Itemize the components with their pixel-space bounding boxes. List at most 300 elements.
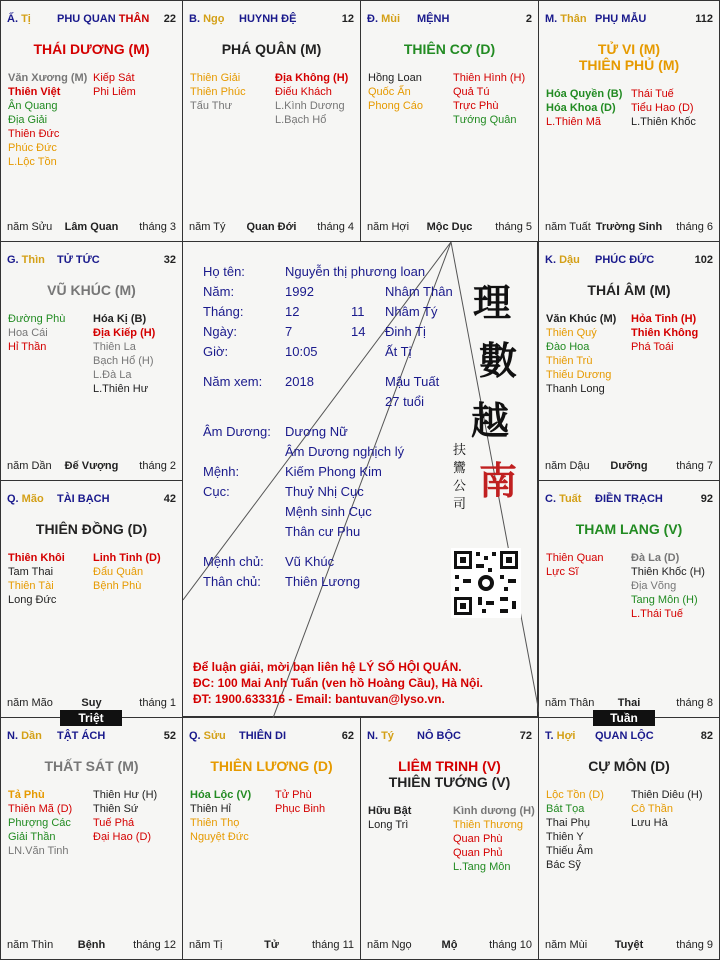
palace-position-branch: Sửu bbox=[203, 730, 226, 742]
star-item: Cô Thần bbox=[631, 803, 673, 815]
star-item: Tiểu Hao (D) bbox=[631, 102, 694, 114]
star-item: Phượng Các bbox=[8, 817, 71, 829]
star-item: Hồng Loan bbox=[368, 72, 422, 84]
main-star: THAM LANG (V) bbox=[575, 521, 683, 537]
main-star: THẤT SÁT (M) bbox=[44, 758, 139, 774]
star-item: LN.Văn Tinh bbox=[8, 845, 69, 857]
palace-year: năm Tị bbox=[189, 939, 223, 951]
palace-position bbox=[545, 730, 575, 742]
palace-name bbox=[595, 730, 654, 742]
star-item: Thiên Phúc bbox=[190, 86, 246, 98]
minor-stars-left bbox=[368, 71, 423, 113]
star-item: Ân Quang bbox=[8, 100, 58, 112]
value-thang-am: 11 bbox=[351, 304, 365, 319]
palace-position-branch: Dần bbox=[21, 730, 42, 742]
palace-footer bbox=[7, 460, 176, 474]
palace-position-prefix: M. bbox=[545, 13, 561, 25]
palace-position-branch: Tị bbox=[21, 13, 31, 25]
palace-year: năm Dần bbox=[7, 460, 52, 472]
label-menh-chu: Mệnh chủ: bbox=[203, 554, 264, 569]
value-am-duong: Dương Nữ bbox=[285, 424, 348, 439]
minor-stars-left bbox=[190, 788, 251, 844]
star-item: L.Lộc Tồn bbox=[8, 156, 57, 168]
palace-position-prefix: Q. bbox=[189, 730, 204, 742]
palace-stage: Mộc Dục bbox=[426, 221, 473, 233]
palace-header bbox=[7, 730, 176, 744]
value-ngay: 7 bbox=[285, 324, 293, 339]
label-than-chu: Thân chủ: bbox=[203, 574, 261, 589]
minor-stars-left bbox=[546, 551, 603, 579]
star-item: Đường Phù bbox=[8, 313, 66, 325]
star-item: Lưu Hà bbox=[631, 817, 668, 829]
label-nam-xem: Năm xem: bbox=[203, 374, 263, 389]
palace-stage: Lâm Quan bbox=[64, 221, 119, 233]
star-item: Thiên Khốc (H) bbox=[631, 566, 705, 578]
star-item: Tang Môn (H) bbox=[631, 594, 698, 606]
palace-position-prefix: Đ. bbox=[367, 13, 382, 25]
label-menh: Mệnh: bbox=[203, 464, 240, 479]
palace-age-number: 62 bbox=[341, 730, 354, 742]
star-item: Linh Tinh (D) bbox=[93, 552, 161, 564]
star-item: L.Bạch Hổ bbox=[275, 114, 327, 126]
palace-name-text: TÀI BẠCH bbox=[57, 493, 110, 505]
palace-stage: Thai bbox=[617, 697, 641, 709]
palace-name bbox=[57, 13, 149, 25]
star-item: Hóa Lộc (V) bbox=[190, 789, 252, 801]
value-thang-can: Nhâm Tý bbox=[385, 304, 438, 319]
star-item: Đà La (D) bbox=[631, 552, 680, 564]
star-item: Văn Xương (M) bbox=[8, 72, 88, 84]
palace-year: năm Thân bbox=[545, 697, 595, 709]
palace-tuat[interactable] bbox=[538, 480, 720, 718]
palace-position bbox=[189, 730, 226, 742]
palace-position-branch: Ngọ bbox=[203, 13, 225, 25]
palace-position bbox=[7, 730, 42, 742]
main-star: CỰ MÔN (D) bbox=[588, 758, 670, 774]
palace-position-prefix: Ấ. bbox=[7, 13, 22, 25]
calligraphy-char-3: 越 bbox=[471, 398, 510, 443]
palace-footer bbox=[7, 697, 176, 711]
star-item: Thái Tuế bbox=[631, 88, 674, 100]
star-item: Lộc Tồn (D) bbox=[546, 789, 604, 801]
palace-footer bbox=[545, 939, 713, 953]
palace-header bbox=[7, 13, 176, 27]
value-ho-ten: Nguyễn thị phương loan bbox=[285, 264, 426, 279]
palace-year: năm Mão bbox=[7, 697, 53, 709]
palace-name-text: TỬ TỨC bbox=[57, 254, 100, 266]
palace-month: tháng 7 bbox=[676, 460, 713, 472]
palace-position bbox=[367, 730, 394, 742]
label-am-duong: Âm Dương: bbox=[203, 424, 271, 439]
palace-age-number: 32 bbox=[163, 254, 176, 266]
star-item: Hóa Kị (B) bbox=[93, 313, 147, 325]
palace-ty[interactable] bbox=[0, 0, 183, 242]
palace-position-branch: Tuất bbox=[559, 493, 582, 505]
palace-age-number: 112 bbox=[695, 13, 713, 25]
than-marker: THÂN bbox=[115, 13, 150, 25]
star-item: Thiên Hình (H) bbox=[453, 72, 526, 84]
minor-stars-left bbox=[546, 87, 622, 129]
palace-month: tháng 9 bbox=[676, 939, 713, 951]
main-star: TỬ VI (M) bbox=[597, 41, 661, 57]
palace-header bbox=[367, 730, 532, 744]
star-item: Trực Phù bbox=[453, 100, 499, 112]
palace-header bbox=[545, 493, 713, 507]
star-item: L.Thiên Hư bbox=[93, 383, 149, 395]
star-item: Phi Liêm bbox=[93, 86, 136, 98]
star-item: Hỏa Tinh (H) bbox=[631, 313, 697, 325]
palace-age-number: 72 bbox=[519, 730, 532, 742]
palace-year: năm Dậu bbox=[545, 460, 590, 472]
palace-position bbox=[545, 493, 581, 505]
palace-position-prefix: C. bbox=[545, 493, 560, 505]
star-item: Hóa Quyền (B) bbox=[546, 88, 623, 100]
palace-age-number: 82 bbox=[700, 730, 713, 742]
star-item: Kình dương (H) bbox=[453, 805, 535, 817]
palace-footer bbox=[545, 221, 713, 235]
palace-year: năm Tuất bbox=[545, 221, 591, 233]
palace-than[interactable] bbox=[538, 0, 720, 242]
star-item: Địa Giải bbox=[8, 114, 48, 126]
star-item: Hoa Cái bbox=[8, 327, 48, 339]
star-item: Thiên Quan bbox=[546, 552, 604, 564]
star-item: Phúc Đức bbox=[8, 142, 57, 154]
palace-month: tháng 12 bbox=[133, 939, 176, 951]
palace-thin[interactable] bbox=[0, 241, 183, 481]
palace-month: tháng 2 bbox=[139, 460, 176, 472]
palace-name bbox=[417, 730, 461, 742]
star-item: L.Kình Dương bbox=[275, 100, 345, 112]
palace-mao[interactable] bbox=[0, 480, 183, 718]
label-ho-ten: Họ tên: bbox=[203, 264, 245, 279]
main-star: THIÊN TƯỚNG (V) bbox=[388, 774, 511, 790]
value-gio: 10:05 bbox=[285, 344, 318, 359]
label-gio: Giờ: bbox=[203, 344, 229, 359]
palace-ti[interactable] bbox=[360, 717, 539, 960]
star-item: Điếu Khách bbox=[275, 86, 332, 98]
palace-name bbox=[239, 13, 296, 25]
palace-age-number: 2 bbox=[525, 13, 532, 25]
palace-name bbox=[57, 730, 105, 742]
palace-ngo[interactable] bbox=[182, 0, 361, 242]
palace-position bbox=[7, 493, 44, 505]
palace-name-text: PHU QUAN bbox=[57, 13, 116, 25]
palace-suu[interactable] bbox=[182, 717, 361, 960]
palace-year: năm Tý bbox=[189, 221, 226, 233]
palace-year: năm Hợi bbox=[367, 221, 410, 233]
palace-header bbox=[545, 730, 713, 744]
palace-year: năm Mùi bbox=[545, 939, 588, 951]
star-item: Phá Toái bbox=[631, 341, 674, 353]
star-item: Thiên Tài bbox=[8, 580, 54, 592]
star-item: Thiên Thọ bbox=[190, 817, 240, 829]
palace-name bbox=[57, 254, 100, 266]
star-item: Quan Phù bbox=[453, 833, 503, 845]
star-item: Tam Thai bbox=[8, 566, 54, 578]
palace-footer bbox=[7, 939, 176, 953]
palace-footer bbox=[545, 697, 713, 711]
star-item: Hỉ Thần bbox=[8, 341, 47, 353]
star-item: Thiên Mã (D) bbox=[8, 803, 73, 815]
palace-footer bbox=[367, 221, 532, 235]
palace-footer bbox=[189, 221, 354, 235]
main-star: THIÊN ĐỒNG (D) bbox=[35, 521, 148, 537]
palace-age-number: 22 bbox=[163, 13, 176, 25]
minor-stars-right bbox=[93, 71, 136, 99]
star-item: Quan Phủ bbox=[453, 847, 503, 859]
value-ngay-can: Đinh Tị bbox=[385, 324, 426, 339]
palace-name-text: PHÚC ĐỨC bbox=[595, 254, 655, 266]
star-item: Thai Phụ bbox=[546, 817, 591, 829]
palace-position-prefix: Q. bbox=[7, 493, 22, 505]
palace-position-branch: Mão bbox=[21, 493, 44, 505]
palace-position-branch: Mùi bbox=[381, 13, 401, 25]
palace-month: tháng 4 bbox=[317, 221, 354, 233]
star-item: Thiên Khôi bbox=[8, 552, 65, 564]
minor-stars-right bbox=[453, 71, 525, 127]
star-item: Đẩu Quân bbox=[93, 566, 144, 578]
value-menh: Kiếm Phong Kim bbox=[285, 464, 382, 479]
main-star: PHÁ QUÂN (M) bbox=[221, 41, 322, 57]
palace-position-prefix: T. bbox=[545, 730, 557, 742]
value-thang: 12 bbox=[285, 304, 300, 319]
value-tuoi: 27 tuổi bbox=[385, 394, 425, 409]
contact-line-3: ĐT: 1900.633316 - Email: bantuvan@lyso.vn. bbox=[193, 692, 445, 706]
palace-header bbox=[7, 254, 176, 268]
star-item: Quả Tú bbox=[453, 86, 490, 98]
palace-header bbox=[545, 254, 713, 268]
palace-month: tháng 8 bbox=[676, 697, 713, 709]
star-item: Kiếp Sát bbox=[93, 72, 135, 84]
star-item: Địa Không (H) bbox=[275, 72, 349, 84]
minor-stars-right bbox=[93, 788, 157, 844]
star-item: Thiếu Âm bbox=[546, 845, 594, 857]
palace-name-text: PHỤ MẪU bbox=[595, 13, 647, 25]
star-item: Thiên Giải bbox=[190, 72, 241, 84]
star-item: L.Thiên Khốc bbox=[631, 116, 696, 128]
palace-name bbox=[417, 13, 449, 25]
star-item: Hữu Bật bbox=[368, 805, 412, 817]
star-item: Long Đức bbox=[8, 594, 57, 606]
star-item: Thiên Diêu (H) bbox=[631, 789, 703, 801]
palace-position bbox=[7, 13, 31, 25]
star-item: Thiên Việt bbox=[8, 86, 61, 98]
calligraphy-char-2: 數 bbox=[479, 338, 518, 383]
palace-year: năm Thìn bbox=[7, 939, 54, 951]
star-item: Thiên Đức bbox=[8, 128, 60, 140]
palace-month: tháng 6 bbox=[676, 221, 713, 233]
star-item: Đào Hoa bbox=[546, 341, 590, 353]
palace-name-text: HUYNH ĐỆ bbox=[239, 13, 297, 25]
star-item: L.Thái Tuế bbox=[631, 608, 683, 620]
palace-stage: Suy bbox=[81, 697, 102, 709]
palace-footer bbox=[7, 221, 176, 235]
palace-stage: Bệnh bbox=[77, 939, 106, 951]
star-item: Thiên Không bbox=[631, 327, 699, 339]
value-am-duong-2: Âm Dương nghịch lý bbox=[285, 444, 405, 459]
value-ngay-am: 14 bbox=[351, 324, 366, 339]
minor-stars-left bbox=[8, 551, 65, 607]
main-star: THIÊN LƯƠNG (D) bbox=[210, 758, 333, 774]
minor-stars-right bbox=[93, 312, 155, 396]
star-item: Quốc Ấn bbox=[368, 86, 411, 98]
minor-stars-left bbox=[368, 804, 411, 832]
value-cuc: Thuỷ Nhị Cục bbox=[285, 484, 364, 499]
star-item: Bệnh Phù bbox=[93, 580, 142, 592]
palace-stage: Trường Sinh bbox=[595, 221, 663, 233]
tuan-tag: Tuần bbox=[593, 710, 655, 726]
palace-position-prefix: K. bbox=[545, 254, 560, 266]
palace-age-number: 12 bbox=[341, 13, 354, 25]
value-nam-can: Nhâm Thân bbox=[385, 284, 453, 299]
palace-age-number: 52 bbox=[163, 730, 176, 742]
star-item: L.Thiên Mã bbox=[546, 116, 602, 128]
star-item: Long Trì bbox=[368, 819, 409, 831]
palace-stage: Tử bbox=[264, 939, 279, 951]
star-item: L.Đà La bbox=[93, 369, 132, 381]
main-star: VŨ KHÚC (M) bbox=[47, 282, 136, 298]
palace-hoi[interactable] bbox=[538, 717, 720, 960]
palace-position bbox=[545, 13, 587, 25]
palace-position-branch: Tý bbox=[381, 730, 394, 742]
minor-stars-left bbox=[546, 788, 604, 872]
palace-stage: Dưỡng bbox=[610, 460, 648, 472]
star-item: Thiếu Dương bbox=[546, 369, 612, 381]
palace-mui[interactable] bbox=[360, 0, 539, 242]
minor-stars-left bbox=[8, 788, 72, 858]
palace-header bbox=[545, 13, 713, 27]
star-item: Bạch Hổ (H) bbox=[93, 355, 154, 367]
star-item: Nguyệt Đức bbox=[190, 831, 249, 843]
contact-line-1: Để luận giải, mời bạn liên hệ LÝ SỐ HỘI QUÁN. bbox=[193, 660, 462, 674]
palace-footer bbox=[367, 939, 532, 953]
palace-name-text: TẬT ÁCH bbox=[57, 730, 106, 742]
main-star: THÁI DƯƠNG (M) bbox=[33, 41, 150, 57]
minor-stars-right bbox=[275, 71, 348, 127]
center-info-panel bbox=[182, 241, 538, 717]
star-item: Thiên Hỉ bbox=[190, 803, 231, 815]
palace-position-branch: Thìn bbox=[21, 254, 45, 266]
star-item: Bát Tọa bbox=[546, 803, 585, 815]
minor-stars-right bbox=[631, 312, 698, 354]
palace-year: năm Ngọ bbox=[367, 939, 412, 951]
minor-stars-right bbox=[453, 804, 535, 874]
star-item: Phong Cáo bbox=[368, 100, 424, 112]
star-item: L.Tang Môn bbox=[453, 861, 511, 873]
main-star: THIÊN PHỦ (M) bbox=[578, 57, 680, 73]
star-item: Hóa Khoa (D) bbox=[546, 102, 616, 114]
minor-stars-left bbox=[190, 71, 246, 113]
minor-stars-left bbox=[546, 312, 616, 396]
value-nam: 1992 bbox=[285, 284, 314, 299]
star-item: Thiên Thương bbox=[453, 819, 524, 831]
palace-position-branch: Thân bbox=[560, 13, 587, 25]
palace-position bbox=[7, 254, 45, 266]
palace-age-number: 102 bbox=[694, 254, 713, 266]
minor-stars-left bbox=[8, 71, 87, 169]
palace-position-prefix: G. bbox=[7, 254, 22, 266]
palace-name bbox=[57, 493, 110, 505]
calligraphy-char-4: 南 bbox=[479, 458, 518, 503]
palace-age-number: 92 bbox=[700, 493, 713, 505]
star-item: Địa Võng bbox=[631, 580, 677, 592]
star-item: Thiên La bbox=[93, 341, 136, 353]
palace-header bbox=[189, 730, 354, 744]
palace-stage: Tuyệt bbox=[614, 939, 644, 951]
calligraphy-char-1: 理 bbox=[473, 280, 512, 325]
palace-dan[interactable] bbox=[0, 717, 183, 960]
calligraphy-small: 扶 鸞 公 司 bbox=[453, 443, 467, 512]
palace-name bbox=[595, 254, 654, 266]
star-item: Lực Sĩ bbox=[546, 566, 579, 578]
minor-stars-left bbox=[8, 312, 65, 354]
value-than-chu: Thiên Lương bbox=[285, 574, 361, 589]
star-item: Phục Binh bbox=[275, 803, 326, 815]
star-item: Thanh Long bbox=[546, 383, 605, 395]
palace-name-text: THIÊN DI bbox=[239, 730, 287, 742]
palace-header bbox=[7, 493, 176, 507]
palace-name-text: ĐIỀN TRẠCH bbox=[595, 493, 663, 505]
label-thang: Tháng: bbox=[203, 304, 244, 319]
value-cuc-3: Thân cư Phu bbox=[285, 524, 361, 539]
minor-stars-right bbox=[631, 87, 696, 129]
star-item: Thiên Sứ bbox=[93, 803, 139, 815]
palace-position-branch: Hợi bbox=[556, 730, 576, 742]
palace-month: tháng 10 bbox=[489, 939, 532, 951]
qr-code-icon bbox=[451, 548, 521, 618]
palace-name bbox=[595, 13, 646, 25]
star-item: Thiên Quý bbox=[546, 327, 597, 339]
palace-position bbox=[367, 13, 400, 25]
palace-name-text: MỆNH bbox=[417, 13, 450, 25]
star-item: Tấu Thư bbox=[190, 100, 233, 112]
star-item: Thiên Hư (H) bbox=[93, 789, 158, 801]
palace-header bbox=[189, 13, 354, 27]
palace-position-prefix: N. bbox=[367, 730, 382, 742]
palace-header bbox=[367, 13, 532, 27]
main-star: THÁI ÂM (M) bbox=[587, 282, 671, 298]
star-item: Tử Phù bbox=[275, 789, 312, 801]
minor-stars-right bbox=[631, 551, 705, 621]
star-item: Tả Phù bbox=[8, 789, 45, 801]
palace-year: năm Sửu bbox=[7, 221, 53, 233]
palace-name bbox=[595, 493, 663, 505]
palace-footer bbox=[545, 460, 713, 474]
palace-month: tháng 1 bbox=[139, 697, 176, 709]
palace-month: tháng 5 bbox=[495, 221, 532, 233]
star-item: Địa Kiếp (H) bbox=[93, 327, 156, 339]
triet-tag: Triệt bbox=[60, 710, 122, 726]
star-item: Tướng Quân bbox=[453, 114, 517, 126]
palace-position-prefix: B. bbox=[189, 13, 204, 25]
palace-age-number: 42 bbox=[163, 493, 176, 505]
palace-dau[interactable] bbox=[538, 241, 720, 481]
star-item: Văn Khúc (M) bbox=[546, 313, 617, 325]
palace-month: tháng 11 bbox=[311, 939, 354, 951]
palace-name-text: QUAN LỘC bbox=[595, 730, 654, 742]
palace-position bbox=[545, 254, 580, 266]
palace-month: tháng 3 bbox=[139, 221, 176, 233]
palace-position-prefix: N. bbox=[7, 730, 22, 742]
palace-footer bbox=[189, 939, 354, 953]
palace-name-text: NÔ BỘC bbox=[417, 730, 461, 742]
palace-stage: Quan Đới bbox=[246, 221, 297, 233]
label-cuc: Cục: bbox=[203, 484, 230, 499]
palace-name bbox=[239, 730, 286, 742]
main-star: LIÊM TRINH (V) bbox=[398, 758, 501, 774]
star-item: Tuế Phá bbox=[93, 817, 135, 829]
star-item: Thiên Y bbox=[546, 831, 584, 843]
